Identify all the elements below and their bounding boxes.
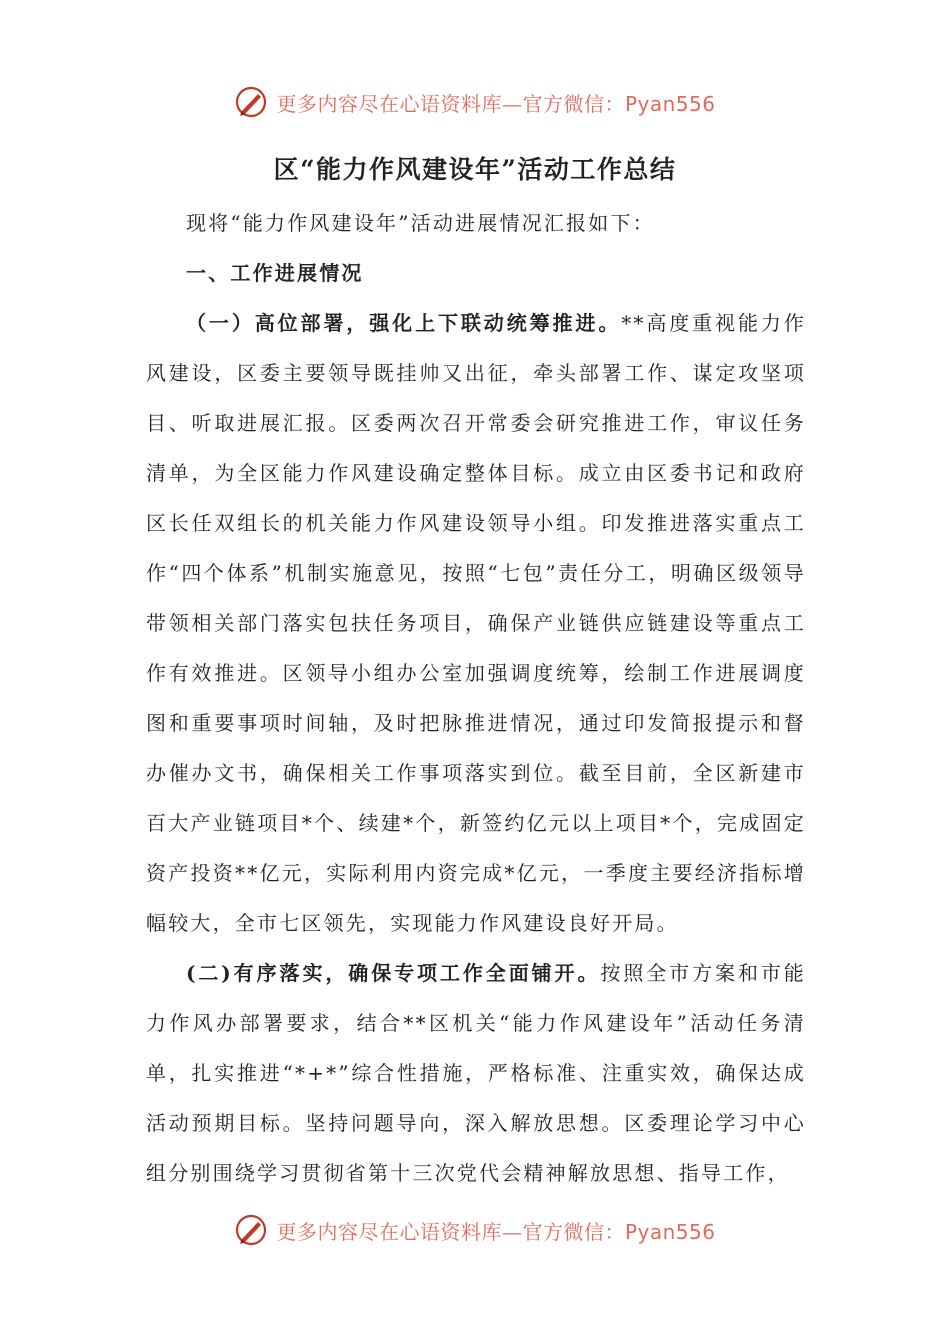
paragraph-1-lead: （一）高位部署，强化上下联动统筹推进。	[186, 311, 622, 335]
paragraph-2	[146, 948, 806, 1198]
pen-logo-icon	[234, 85, 268, 119]
pen-logo-icon	[234, 1213, 268, 1247]
footer-banner	[0, 1210, 950, 1250]
paragraph-1-body: **高度重视能力作风建设，区委主要领导既挂帅又出征，牵头部署工作、谋定攻坚项目、听取进展汇报。区委两次召开常委会研究推进工作，审议任务清单，为全区能力作风建设确定整体目标。成立由区委书记和政府区长任双组长的机关能力作风建设领导小组。印发推进落实重点工作“四个体系”机制实施意见，按照“七包”责任分工，明确区级领导带领相关部门落实包扶任务项目，确保产业链供应链建设等重点工作有效推进。区领导小组办公室加强调度统筹，绘制工作进展调度图和重要事项时间轴，及时把脉推进情况，通过印发简报提示和督办催办文书，确保相关工作事项落实到位。截至目前，全区新建市百大产业链项目*个、续建*个，新签约亿元以上项目*个，完成固定资产投资**亿元，实际利用内资完成*亿元，一季度主要经济指标增幅较大，全市七区领先，实现能力作风建设良好开局。	[146, 311, 806, 935]
intro-paragraph: 现将“能力作风建设年”活动进展情况汇报如下：	[186, 211, 655, 235]
banner-text: 更多内容尽在心语资料库—官方微信：Pyan556	[276, 1219, 716, 1244]
document-title: 区“能力作风建设年”活动工作总结	[273, 155, 677, 184]
header-banner	[0, 82, 950, 122]
banner-text: 更多内容尽在心语资料库—官方微信：Pyan556	[276, 91, 716, 116]
wechat-id: Pyan556	[624, 1219, 716, 1244]
paragraph-2-body: 按照全市方案和市能力作风办部署要求，结合**区机关“能力作风建设年”活动任务清单，扎实推进“*+*”综合性措施，严格标准、注重实效，确保达成活动预期目标。坚持问题导向，深入解放思想。区委理论学习中心组分别围绕学习贯彻省第十三次党代会精神解放思想、指导工作，	[146, 961, 806, 1185]
paragraph-1	[146, 298, 806, 948]
section-heading: 一、工作进展情况	[186, 261, 364, 285]
wechat-id: Pyan556	[624, 91, 716, 116]
document-body	[146, 198, 806, 1198]
paragraph-2-lead: (二)有序落实，确保专项工作全面铺开。	[186, 961, 601, 985]
